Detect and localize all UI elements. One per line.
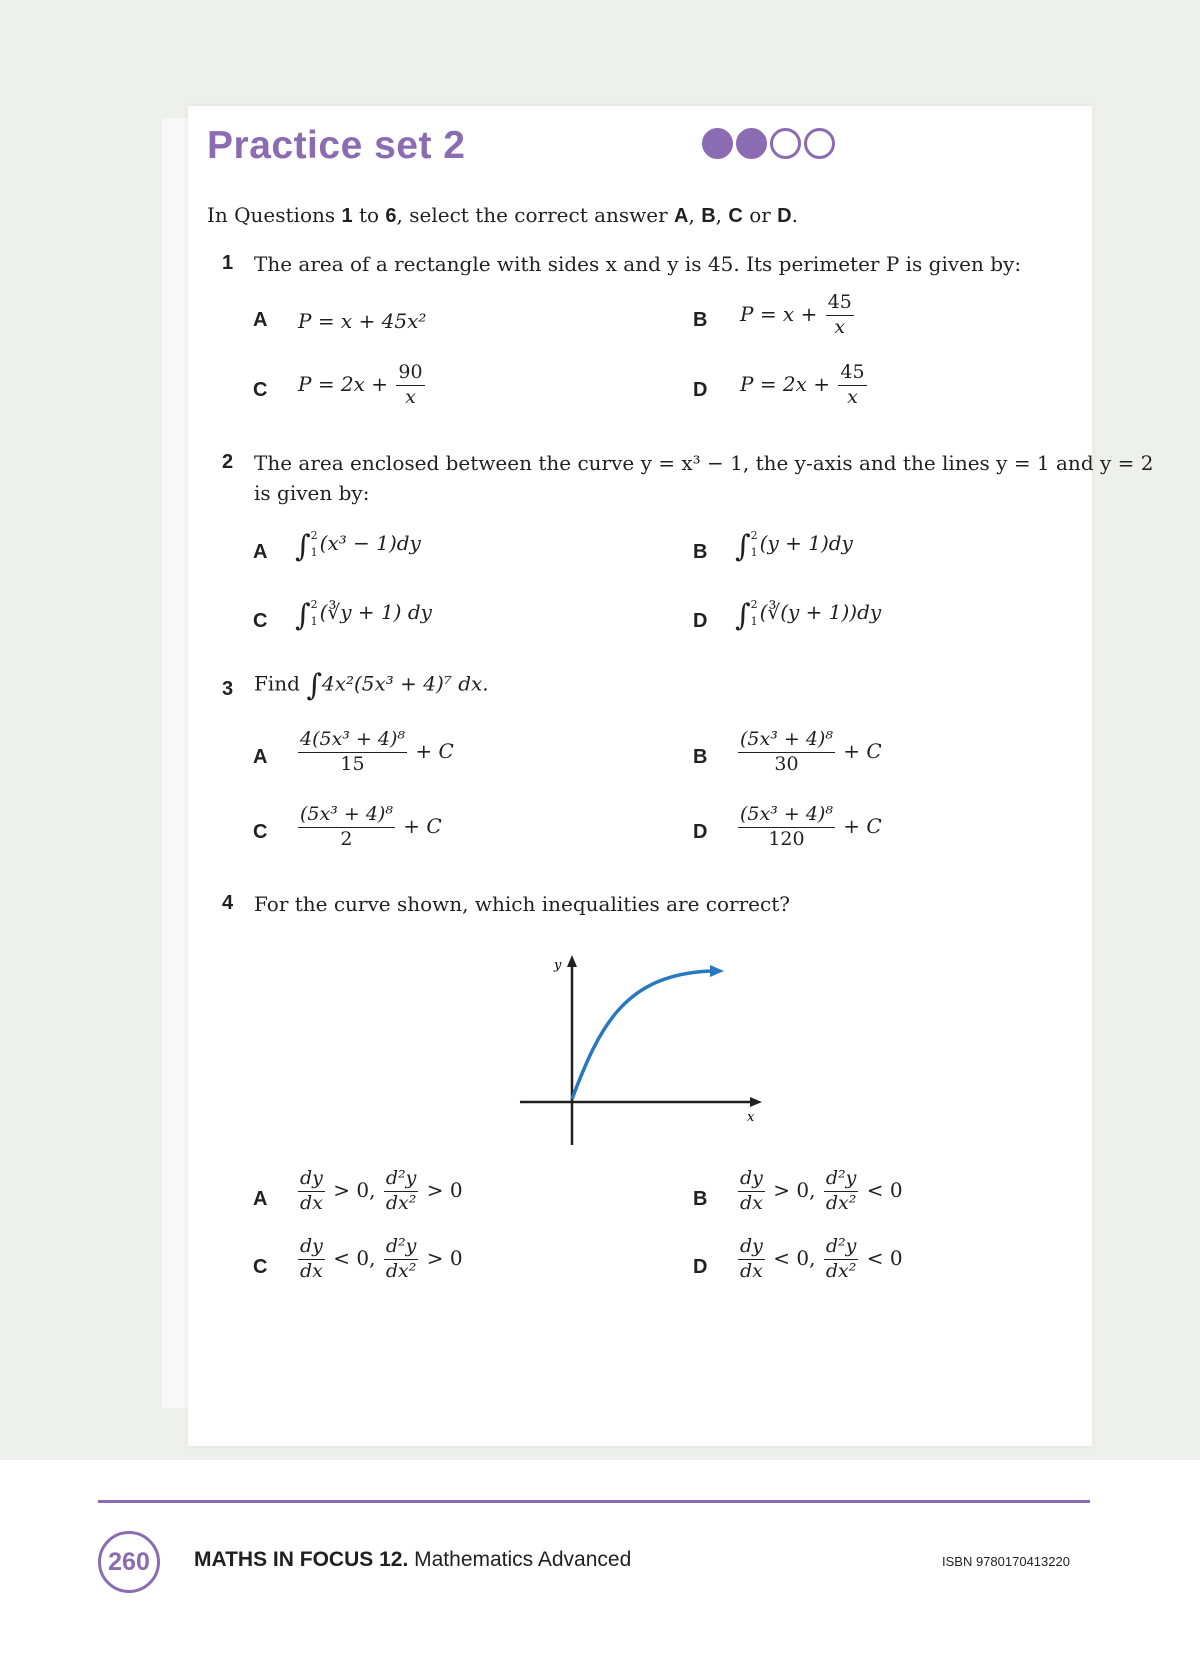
option-label: D — [693, 610, 708, 632]
difficulty-indicator — [702, 128, 835, 159]
question-number: 1 — [222, 252, 234, 274]
option-label: D — [693, 821, 708, 843]
difficulty-dot-empty — [804, 128, 835, 159]
option-label: A — [253, 541, 268, 563]
difficulty-dot-filled — [736, 128, 767, 159]
option-label: C — [253, 610, 268, 632]
option-expression: $\frac{\text{(5x³ + 4)⁸}}{30}$ + C — [740, 728, 882, 775]
isbn: ISBN 9780170413220 — [942, 1554, 1070, 1569]
option-expression: $\frac{dy}{dx}$ < 0, $\frac{\text{d²y}}{\text{dx²}}$ > 0 — [300, 1235, 463, 1282]
option-expression: ∫ 2 1 (∛y + 1) dy — [295, 598, 432, 633]
x-axis-arrow — [750, 1097, 762, 1107]
option-label: A — [253, 1188, 268, 1210]
option-label: D — [693, 1256, 708, 1278]
y-axis-arrow — [567, 955, 577, 967]
question-text: The area enclosed between the curve y = x³ − 1, the y-axis and the lines y = 1 and y = 2 — [254, 451, 1154, 475]
option-expression: P = x + 45x² — [298, 309, 427, 333]
question-text: Find ∫4x²(5x³ + 4)⁷ dx. — [254, 668, 489, 703]
option-label: C — [253, 821, 268, 843]
curve — [572, 971, 710, 1099]
question-number: 4 — [222, 892, 234, 914]
x-axis-label: x — [747, 1110, 755, 1125]
option-label: C — [253, 379, 268, 401]
book-title: MATHS IN FOCUS 12. Mathematics Advanced — [194, 1548, 632, 1571]
curve-arrow — [710, 965, 724, 977]
curve-graph — [510, 945, 770, 1150]
option-expression: ∫ 2 1 (∛(y + 1))dy — [735, 598, 882, 633]
option-expression: P = x + $\frac{45}{x}$ — [740, 291, 852, 338]
option-expression: $\frac{\text{(5x³ + 4)⁸}}{120}$ + C — [740, 803, 882, 850]
instructions: In Questions 1 to 6, select the correct answer A, B, C or D. — [207, 203, 798, 227]
option-label: D — [693, 379, 708, 401]
option-label: B — [693, 541, 708, 563]
option-label: C — [253, 1256, 268, 1278]
option-label: B — [693, 1188, 708, 1210]
question-text: The area of a rectangle with sides x and y is 45. Its perimeter P is given by: — [254, 252, 1022, 276]
difficulty-dot-filled — [702, 128, 733, 159]
option-label: A — [253, 309, 268, 331]
option-expression: P = 2x + $\frac{90}{x}$ — [298, 361, 423, 408]
question-text: For the curve shown, which inequalities are correct? — [254, 892, 790, 916]
page-title: Practice set 2 — [207, 124, 466, 167]
option-label: A — [253, 746, 268, 768]
option-expression: P = 2x + $\frac{45}{x}$ — [740, 361, 865, 408]
footer-rule — [98, 1500, 1090, 1503]
question-number: 2 — [222, 451, 234, 473]
option-expression: $\frac{dy}{dx}$ > 0, $\frac{\text{d²y}}{\text{dx²}}$ < 0 — [740, 1167, 903, 1214]
option-expression: ∫ 2 1 (y + 1)dy — [735, 529, 853, 564]
option-expression: $\frac{dy}{dx}$ < 0, $\frac{\text{d²y}}{\text{dx²}}$ < 0 — [740, 1235, 903, 1282]
question-text-continued: is given by: — [254, 481, 370, 505]
difficulty-dot-empty — [770, 128, 801, 159]
option-expression: ∫ 2 1 (x³ − 1)dy — [295, 529, 421, 564]
question-number: 3 — [222, 678, 234, 700]
y-axis-label: y — [554, 958, 562, 973]
option-expression: $\frac{\text{(5x³ + 4)⁸}}{2}$ + C — [300, 803, 442, 850]
option-label: B — [693, 309, 708, 331]
option-expression: $\frac{\text{4(5x³ + 4)⁸}}{15}$ + C — [300, 728, 454, 775]
page-number: 260 — [98, 1531, 160, 1593]
option-expression: $\frac{dy}{dx}$ > 0, $\frac{\text{d²y}}{\text{dx²}}$ > 0 — [300, 1167, 463, 1214]
option-label: B — [693, 746, 708, 768]
